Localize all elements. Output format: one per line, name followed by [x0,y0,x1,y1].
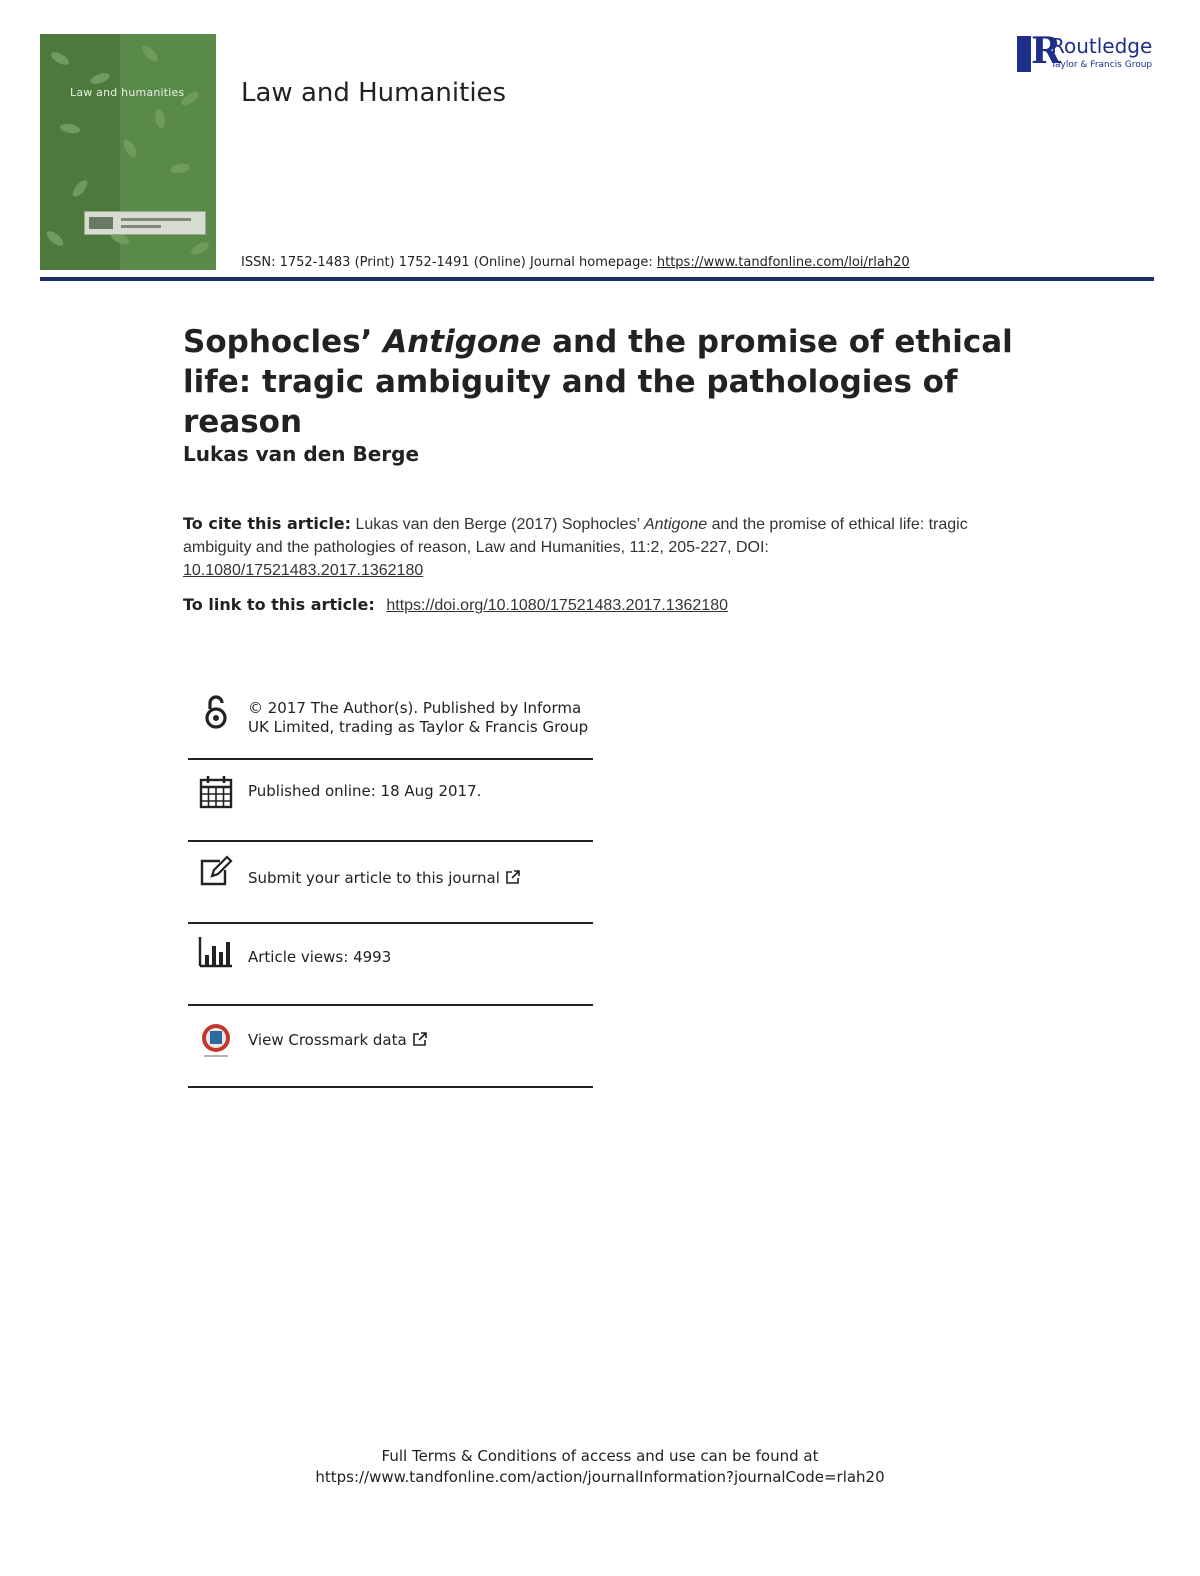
crossmark-icon [198,1022,234,1058]
published-text: Published online: 18 Aug 2017. [248,782,482,800]
cover-plate-logo [89,217,113,229]
article-title [183,322,1083,442]
cover-plate [84,211,206,235]
issn-line [241,255,910,270]
footer-terms-url[interactable]: https://www.tandfonline.com/action/journalInformation?journalCode=rlah20 [315,1468,885,1486]
submit-article-link[interactable] [248,869,593,888]
footer [0,1446,1200,1488]
views-text: Article views: 4993 [248,948,392,966]
cite-text-part2: and the promise of ethical life: tragic ambiguity and the pathologies of reason, Law and Humanities, 11:2, 205-227, DOI: [183,516,968,556]
cover-leaf [154,108,166,129]
cite-text-part1: Lukas van den Berge (2017) Sophocles’ [351,516,644,533]
publisher-logo [1017,30,1157,74]
open-access-row [188,690,593,760]
cite-text-italic: Antigone [643,516,708,533]
article-title-part2: and the promise of ethical life: tragic ambiguity and the pathologies of reason [183,324,1013,440]
publisher-r-icon: R [1031,30,1061,72]
crossmark-text: View Crossmark data [248,1031,407,1049]
article-info-list [188,690,593,1088]
cover-plate-line [121,218,191,221]
cite-label: To cite this article: [183,514,352,533]
cover-plate-line [121,225,161,228]
external-link-icon [413,1032,427,1046]
submit-row[interactable] [188,842,593,924]
article-title-part1: Sophocles’ [183,324,384,360]
doi-link[interactable]: 10.1080/17521483.2017.1362180 [183,562,424,579]
open-access-icon [198,694,234,730]
footer-terms-text: Full Terms & Conditions of access and use can be found at [381,1447,819,1465]
cover-leaf [121,138,139,160]
calendar-icon [198,774,234,810]
journal-homepage-link[interactable]: https://www.tandfonline.com/loi/rlah20 [656,255,910,270]
bar-chart-icon [198,934,234,970]
journal-name: Law and Humanities [241,78,507,108]
open-access-text: © 2017 The Author(s). Published by Informa UK Limited, trading as Taylor & Francis Group [248,699,589,736]
cover-leaf [189,240,211,258]
article-title-italic: Antigone [383,324,542,360]
cover-leaf [169,162,190,174]
article-doi-url[interactable]: https://doi.org/10.1080/17521483.2017.1362180 [386,597,728,614]
issn-text: ISSN: 1752-1483 (Print) 1752-1491 (Online) Journal homepage: [241,255,657,270]
publisher-name: Routledge [1051,34,1153,58]
article-author: Lukas van den Berge [183,442,420,466]
external-link-icon [506,870,520,884]
published-row [188,760,593,842]
header-rule [40,277,1154,281]
publisher-logo-bar [1017,36,1031,72]
citation-block [183,512,1003,582]
edit-icon [198,854,234,890]
views-row [188,924,593,1006]
link-label: To link to this article: [183,595,381,614]
submit-text: Submit your article to this journal [248,869,500,887]
article-link-line [183,595,728,615]
crossmark-row[interactable] [188,1006,593,1088]
publisher-subtitle: Taylor & Francis Group [1051,60,1153,70]
cover-leaf [140,43,161,64]
cover-title: Law and humanities [70,86,185,99]
crossmark-link[interactable] [248,1031,593,1050]
journal-cover-image [40,34,216,270]
